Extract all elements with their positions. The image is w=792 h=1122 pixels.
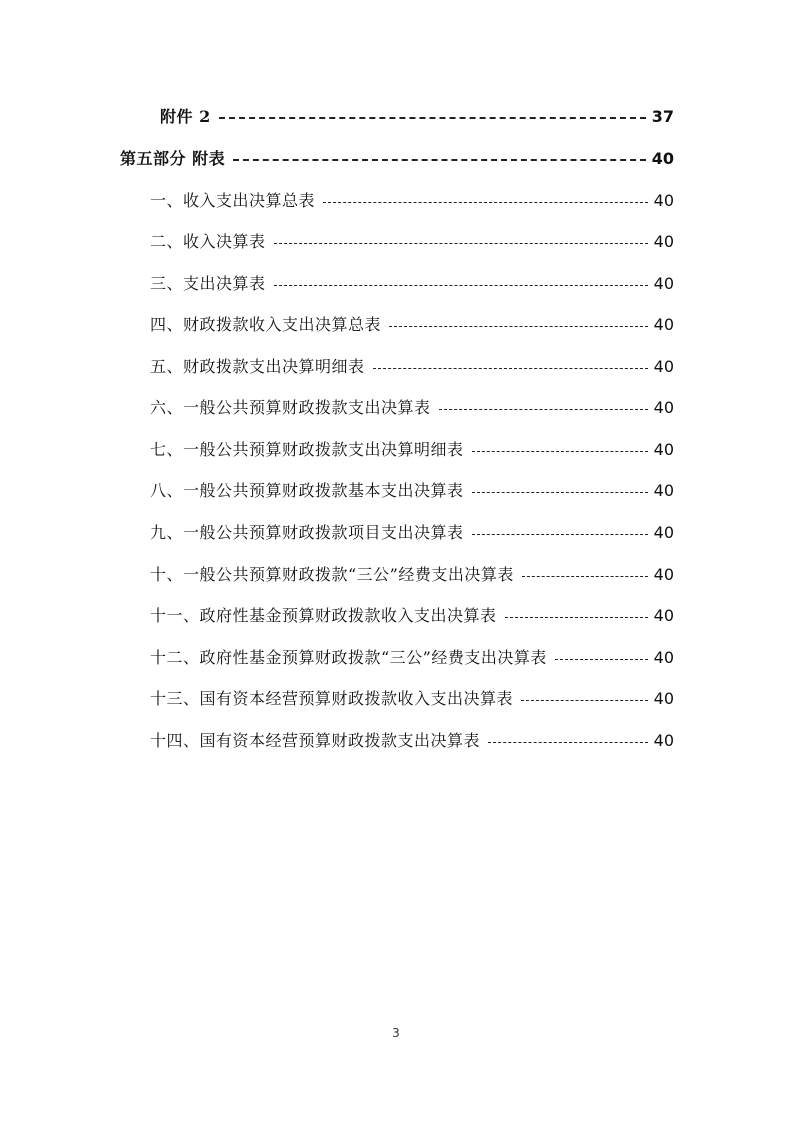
toc-entry-page: 40: [651, 149, 674, 168]
toc-entry[interactable]: [150, 229, 674, 255]
toc-entry-label: 第五部分 附表: [120, 149, 226, 168]
toc-entry-appendix-2[interactable]: [160, 104, 674, 130]
toc-entry-page: 40: [653, 440, 674, 459]
toc-leader: [555, 659, 648, 660]
toc-entry[interactable]: [150, 312, 674, 338]
toc-leader: [323, 202, 648, 203]
toc-leader: [274, 243, 648, 244]
toc-leader: [439, 409, 648, 410]
toc-entry[interactable]: [150, 520, 674, 546]
toc-entry-page: 40: [653, 274, 674, 293]
toc-entry-label: 十一、政府性基金预算财政拨款收入支出决算表: [150, 606, 497, 625]
toc-entry-label: 九、一般公共预算财政拨款项目支出决算表: [150, 523, 464, 542]
toc-entry-label: 十二、政府性基金预算财政拨款“三公”经费支出决算表: [150, 648, 547, 667]
toc-entry-page: 40: [653, 648, 674, 667]
toc-entry-page: 40: [653, 606, 674, 625]
toc-entry-page: 40: [653, 481, 674, 500]
toc-leader: [233, 159, 646, 161]
toc-entry-label: 二、收入决算表: [150, 232, 266, 251]
toc-entry-page: 40: [653, 689, 674, 708]
toc-entry-page: 40: [653, 357, 674, 376]
toc-entry[interactable]: [150, 271, 674, 297]
toc-entry[interactable]: [150, 188, 674, 214]
toc-entry-page: 40: [653, 398, 674, 417]
toc-entry-label: 附件 2: [160, 107, 211, 126]
toc-leader: [505, 617, 648, 618]
toc-entry-page: 40: [653, 191, 674, 210]
toc-entry-label: 十四、国有资本经营预算财政拨款支出决算表: [150, 731, 481, 750]
toc-entry[interactable]: [150, 437, 674, 463]
toc-entry[interactable]: [150, 562, 674, 588]
toc-entry[interactable]: [150, 728, 674, 754]
toc-entry[interactable]: [150, 645, 674, 671]
toc-leader: [219, 117, 646, 119]
toc-entry-page: 40: [653, 565, 674, 584]
toc-entry-part-5[interactable]: [120, 146, 674, 172]
toc-entry-page: 40: [653, 315, 674, 334]
toc-entry[interactable]: [150, 603, 674, 629]
toc-leader: [521, 700, 648, 701]
toc-leader: [522, 576, 648, 577]
toc-entry-page: 40: [653, 523, 674, 542]
toc-entry-label: 一、收入支出决算总表: [150, 191, 316, 210]
toc-leader: [472, 534, 648, 535]
toc-entry-label: 十、一般公共预算财政拨款“三公”经费支出决算表: [150, 565, 514, 584]
toc-entry-label: 五、财政拨款支出决算明细表: [150, 357, 365, 376]
toc-entry-label: 三、支出决算表: [150, 274, 266, 293]
toc-entry-label: 八、一般公共预算财政拨款基本支出决算表: [150, 481, 464, 500]
toc-entry[interactable]: [150, 395, 674, 421]
toc-entry-label: 十三、国有资本经营预算财政拨款收入支出决算表: [150, 689, 514, 708]
page-number: 3: [392, 1026, 400, 1040]
toc-entry-label: 六、一般公共预算财政拨款支出决算表: [150, 398, 431, 417]
toc-entry-page: 40: [653, 232, 674, 251]
toc-entry[interactable]: [150, 478, 674, 504]
toc-leader: [488, 742, 648, 743]
toc-leader: [389, 326, 648, 327]
toc-entry-page: 37: [651, 107, 674, 126]
toc-entry-page: 40: [653, 731, 674, 750]
toc-entry[interactable]: [150, 686, 674, 712]
toc-leader: [472, 451, 648, 452]
toc-entry[interactable]: [150, 354, 674, 380]
toc-leader: [274, 285, 648, 286]
toc-leader: [373, 368, 648, 369]
toc-entry-label: 四、财政拨款收入支出决算总表: [150, 315, 382, 334]
toc-leader: [472, 492, 648, 493]
toc-entry-label: 七、一般公共预算财政拨款支出决算明细表: [150, 440, 464, 459]
